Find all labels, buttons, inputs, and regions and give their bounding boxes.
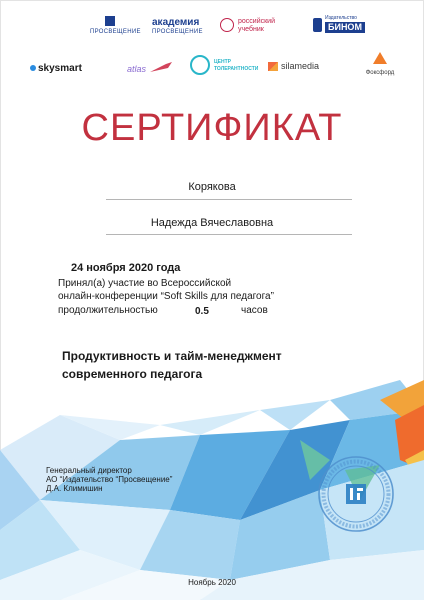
duration-value: 0.5 xyxy=(195,306,209,317)
participation-text-1: Принял(а) участие во Всероссийской xyxy=(58,278,232,289)
rossiyskiy-uchebnik-text-2: учебник xyxy=(238,26,264,33)
rossiyskiy-uchebnik-mark-icon xyxy=(220,18,234,32)
duration-label: продолжительностью xyxy=(58,305,158,316)
topic-title-line-2: современного педагога xyxy=(62,367,203,381)
recipient-surname: Корякова xyxy=(188,181,236,193)
issue-date: Ноябрь 2020 xyxy=(188,578,236,587)
akademiya-logo xyxy=(152,18,203,35)
binom-logo-text: БИНОМ xyxy=(325,22,365,33)
tolerance-logo-text-2: ТОЛЕРАНТНОСТИ xyxy=(214,66,259,72)
atlas-arrow-icon xyxy=(150,62,172,74)
tolerance-ring-icon xyxy=(190,55,210,75)
participation-text-2: онлайн-конференции “Soft Skills для педагога” xyxy=(58,291,274,302)
atlas-logo-text: atlas xyxy=(127,64,147,74)
rossiyskiy-uchebnik-text-1: российский xyxy=(238,18,275,25)
silamedia-logo xyxy=(268,62,319,71)
atlas-logo xyxy=(127,60,172,76)
duration-unit: часов xyxy=(241,305,268,316)
prosveshchenie-logo-text: ПРОСВЕЩЕНИЕ xyxy=(90,29,141,35)
akademiya-logo-text: академия xyxy=(152,17,200,28)
binom-publisher-text: Издательство xyxy=(325,15,357,21)
akademiya-logo-subtext: ПРОСВЕЩЕНИЕ xyxy=(152,29,203,35)
event-date: 24 ноября 2020 года xyxy=(71,262,181,274)
surname-underline xyxy=(106,199,352,200)
topic-title-line-1: Продуктивность и тайм-менеджмент xyxy=(62,349,282,363)
foxford-fox-icon xyxy=(373,52,387,64)
silamedia-logo-text: silamedia xyxy=(281,61,320,71)
binom-book-icon xyxy=(313,18,322,32)
silamedia-mark-icon xyxy=(268,62,278,71)
certificate-title: СЕРТИФИКАТ xyxy=(81,107,343,149)
skysmart-logo-text: skysmart xyxy=(38,63,82,74)
prosveshchenie-logo xyxy=(90,16,141,35)
skysmart-dot-icon xyxy=(30,65,36,71)
recipient-given-names: Надежда Вячеславовна xyxy=(150,217,274,229)
prosveshchenie-mark-icon xyxy=(105,16,115,26)
skysmart-logo xyxy=(30,64,82,74)
signatory-name: Д.А. Климишин xyxy=(46,484,103,493)
official-seal-stamp xyxy=(317,455,395,533)
foxford-logo xyxy=(356,52,404,76)
signatory-organization: АО “Издательство “Просвещение” xyxy=(46,475,173,484)
signatory-role: Генеральный директор xyxy=(46,466,132,475)
tolerance-logo-text-1: ЦЕНТР xyxy=(214,59,231,65)
foxford-logo-text: Фоксфорд xyxy=(365,70,395,76)
given-names-underline xyxy=(106,234,352,235)
